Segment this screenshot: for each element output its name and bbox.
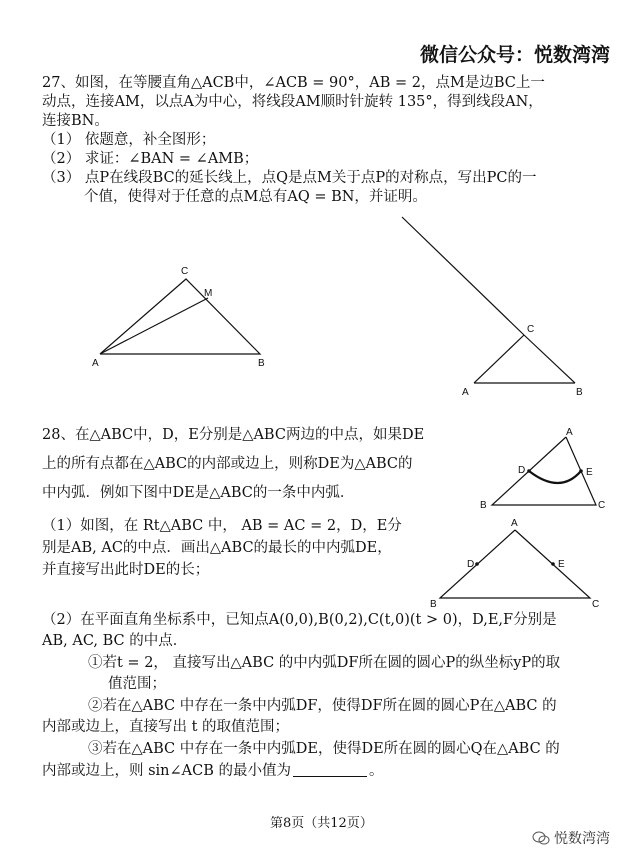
triangle-abc xyxy=(440,530,590,598)
q27-part-3-cont: 个值，使得对于任意的点M总有AQ = BN，并证明。 xyxy=(84,189,427,205)
q27-part-3: （3） 点P在线段BC的延长线上，点Q是点M关于点P的对称点，写出PC的一 xyxy=(42,170,537,186)
q27-part-2: （2） 求证：∠BAN = ∠AMB； xyxy=(42,151,259,167)
q28-sub-1-cont: 值范围； xyxy=(108,676,166,692)
q27-figure-2 xyxy=(390,205,600,400)
label-a: A xyxy=(511,518,518,529)
label-c: C xyxy=(181,266,189,277)
point-d xyxy=(527,469,531,473)
q28-sub-3-cont xyxy=(42,762,384,780)
q28-sub-2-cont: 内部或边上，直接写出 t 的取值范围； xyxy=(42,719,290,735)
label-b: B xyxy=(430,599,437,610)
header-title: 微信公众号：悦数湾湾 xyxy=(420,44,611,66)
segment-cb xyxy=(524,335,575,383)
label-c: C xyxy=(598,500,606,511)
segment-ca xyxy=(474,335,524,383)
label-c: C xyxy=(592,599,600,610)
q27-line: 27、如图，在等腰直角△ACB中，∠ACB = 90°，AB = 2，点M是边BC上一 xyxy=(42,75,545,91)
q27-line: 连接BN。 xyxy=(42,113,109,129)
q28-intro-line: 上的所有点都在△ABC的内部或边上，则称DE为△ABC的 xyxy=(42,456,413,472)
q27-figure-1 xyxy=(90,262,280,372)
page-number: 第8页（共12页） xyxy=(270,816,373,831)
q28-part-2: （2）在平面直角坐标系中，已知点A(0,0),B(0,2),C(t,0)(t > 0)，D,E,F分别是 xyxy=(42,612,557,628)
label-d: D xyxy=(518,465,526,476)
q27-line: 动点，连接AM，以点A为中心，将线段AM顺时针旋转 135°，得到线段AN， xyxy=(42,94,543,110)
q28-intro-line: 28、在△ABC中，D，E分别是△ABC两边的中点，如果DE xyxy=(42,427,425,443)
label-e: E xyxy=(558,559,565,570)
point-e xyxy=(551,562,555,566)
brand-name: 悦数湾湾 xyxy=(554,831,610,847)
point-e xyxy=(579,469,583,473)
extension-line xyxy=(402,217,524,335)
point-d xyxy=(475,562,479,566)
label-a: A xyxy=(566,427,573,438)
q28-part-1-line: 并直接写出此时DE的长； xyxy=(42,562,210,578)
q27-part-1: （1） 依题意，补全图形； xyxy=(42,132,216,148)
q28-figure-example xyxy=(470,425,620,515)
label-d: D xyxy=(467,559,475,570)
q28-sub-3-text: 内部或边上，则 sin∠ACB 的最小值为 xyxy=(42,763,292,779)
brand-mark xyxy=(532,828,610,848)
q28-sub-2: ②若在△ABC 中存在一条中内弧DF，使得DF所在圆的圆心P在△ABC 的 xyxy=(88,698,557,714)
triangle-acb xyxy=(100,279,260,354)
label-m: M xyxy=(204,288,213,299)
label-b: B xyxy=(258,358,265,369)
q28-figure-part-1 xyxy=(425,515,610,610)
q28-part-2-line: AB, AC, BC 的中点． xyxy=(42,633,188,649)
q28-part-1-line: 别是AB, AC的中点．画出△ABC的最长的中内弧DE， xyxy=(42,540,392,556)
label-b: B xyxy=(480,500,487,511)
label-a: A xyxy=(92,358,99,369)
label-a: A xyxy=(462,387,469,398)
label-e: E xyxy=(586,467,593,478)
arc-de xyxy=(529,471,581,483)
q28-sub-1: ①若t = 2， 直接写出△ABC 的中内弧DF所在圆的圆心P的纵坐标yP的取 xyxy=(88,655,561,671)
wechat-icon xyxy=(532,831,550,845)
q28-intro-line: 中内弧．例如下图中DE是△ABC的一条中内弧． xyxy=(42,485,355,501)
q28-sub-3: ③若在△ABC 中存在一条中内弧DE，使得DE所在圆的圆心Q在△ABC 的 xyxy=(88,741,560,757)
q28-period: 。 xyxy=(369,763,384,779)
answer-blank xyxy=(293,776,367,777)
label-b: B xyxy=(576,387,583,398)
q28-part-1: （1）如图，在 Rt△ABC 中， AB = AC = 2，D，E分 xyxy=(42,518,402,534)
label-c: C xyxy=(527,324,535,335)
